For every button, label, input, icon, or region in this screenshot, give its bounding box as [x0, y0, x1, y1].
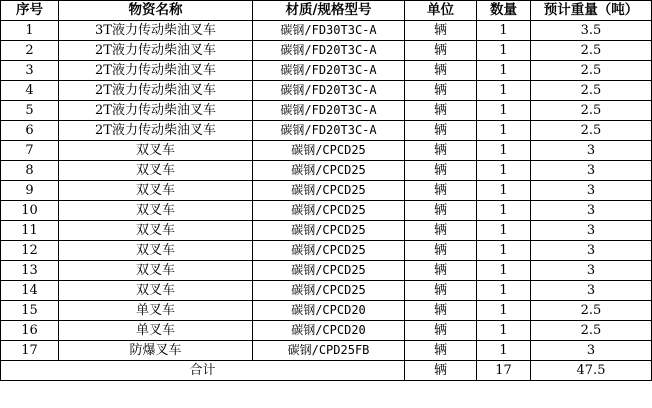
- table-body: [1, 21, 652, 361]
- cell-qty: 1: [477, 341, 531, 361]
- cell-seq: 7: [1, 141, 59, 161]
- cell-weight: 2.5: [531, 321, 652, 341]
- cell-qty: 1: [477, 181, 531, 201]
- header-row: [1, 1, 652, 21]
- cell-unit: 辆: [405, 21, 477, 41]
- cell-unit: 辆: [405, 281, 477, 301]
- cell-seq: 8: [1, 161, 59, 181]
- cell-unit: 辆: [405, 41, 477, 61]
- table-row: [1, 261, 652, 281]
- cell-qty: 1: [477, 81, 531, 101]
- cell-weight: 3: [531, 221, 652, 241]
- cell-weight: 3: [531, 181, 652, 201]
- cell-unit: 辆: [405, 141, 477, 161]
- cell-spec: 碳钢/FD20T3C-A: [253, 81, 405, 101]
- cell-unit: 辆: [405, 181, 477, 201]
- cell-weight: 3: [531, 281, 652, 301]
- cell-seq: 5: [1, 101, 59, 121]
- cell-name: 双叉车: [59, 141, 253, 161]
- cell-qty: 1: [477, 21, 531, 41]
- cell-seq: 14: [1, 281, 59, 301]
- cell-unit: 辆: [405, 221, 477, 241]
- cell-weight: 2.5: [531, 301, 652, 321]
- cell-qty: 1: [477, 61, 531, 81]
- cell-weight: 2.5: [531, 121, 652, 141]
- cell-spec: 碳钢/FD20T3C-A: [253, 121, 405, 141]
- cell-seq: 15: [1, 301, 59, 321]
- header-unit: 单位: [405, 1, 477, 21]
- cell-name: 防爆叉车: [59, 341, 253, 361]
- cell-unit: 辆: [405, 201, 477, 221]
- cell-unit: 辆: [405, 301, 477, 321]
- cell-spec: 碳钢/CPCD25: [253, 281, 405, 301]
- cell-weight: 3: [531, 141, 652, 161]
- cell-weight: 2.5: [531, 101, 652, 121]
- cell-qty: 1: [477, 101, 531, 121]
- cell-spec: 碳钢/FD30T3C-A: [253, 21, 405, 41]
- table-row: [1, 301, 652, 321]
- cell-spec: 碳钢/CPCD25: [253, 261, 405, 281]
- cell-seq: 9: [1, 181, 59, 201]
- cell-name: 双叉车: [59, 261, 253, 281]
- total-unit: 辆: [405, 361, 477, 381]
- cell-name: 2T液力传动柴油叉车: [59, 101, 253, 121]
- cell-unit: 辆: [405, 81, 477, 101]
- cell-spec: 碳钢/CPCD25: [253, 141, 405, 161]
- cell-spec: 碳钢/CPCD20: [253, 321, 405, 341]
- cell-unit: 辆: [405, 261, 477, 281]
- cell-qty: 1: [477, 161, 531, 181]
- table-row: [1, 341, 652, 361]
- total-label: 合计: [1, 361, 405, 381]
- cell-qty: 1: [477, 241, 531, 261]
- cell-name: 2T液力传动柴油叉车: [59, 121, 253, 141]
- cell-unit: 辆: [405, 341, 477, 361]
- table-row: [1, 41, 652, 61]
- cell-seq: 12: [1, 241, 59, 261]
- cell-qty: 1: [477, 281, 531, 301]
- table-row: [1, 281, 652, 301]
- cell-name: 双叉车: [59, 161, 253, 181]
- cell-seq: 1: [1, 21, 59, 41]
- cell-seq: 3: [1, 61, 59, 81]
- table-row: [1, 201, 652, 221]
- cell-name: 双叉车: [59, 181, 253, 201]
- cell-spec: 碳钢/CPCD25: [253, 201, 405, 221]
- table-row: [1, 321, 652, 341]
- cell-weight: 2.5: [531, 61, 652, 81]
- cell-name: 2T液力传动柴油叉车: [59, 61, 253, 81]
- cell-qty: 1: [477, 261, 531, 281]
- cell-weight: 2.5: [531, 41, 652, 61]
- cell-spec: 碳钢/FD20T3C-A: [253, 101, 405, 121]
- cell-name: 3T液力传动柴油叉车: [59, 21, 253, 41]
- cell-spec: 碳钢/FD20T3C-A: [253, 61, 405, 81]
- cell-spec: 碳钢/CPCD20: [253, 301, 405, 321]
- header-seq: 序号: [1, 1, 59, 21]
- cell-weight: 3: [531, 161, 652, 181]
- cell-weight: 3: [531, 201, 652, 221]
- header-spec: 材质/规格型号: [253, 1, 405, 21]
- header-name: 物资名称: [59, 1, 253, 21]
- cell-qty: 1: [477, 301, 531, 321]
- cell-qty: 1: [477, 221, 531, 241]
- cell-seq: 6: [1, 121, 59, 141]
- cell-seq: 16: [1, 321, 59, 341]
- cell-qty: 1: [477, 121, 531, 141]
- cell-unit: 辆: [405, 161, 477, 181]
- total-row: [1, 361, 652, 381]
- cell-weight: 2.5: [531, 81, 652, 101]
- cell-weight: 3: [531, 241, 652, 261]
- cell-name: 单叉车: [59, 301, 253, 321]
- cell-spec: 碳钢/CPCD25: [253, 181, 405, 201]
- cell-name: 双叉车: [59, 241, 253, 261]
- cell-unit: 辆: [405, 121, 477, 141]
- total-qty: 17: [477, 361, 531, 381]
- table-row: [1, 101, 652, 121]
- cell-name: 双叉车: [59, 201, 253, 221]
- table-row: [1, 221, 652, 241]
- cell-seq: 2: [1, 41, 59, 61]
- cell-weight: 3: [531, 261, 652, 281]
- table-row: [1, 241, 652, 261]
- table-row: [1, 161, 652, 181]
- table-row: [1, 181, 652, 201]
- cell-spec: 碳钢/CPD25FB: [253, 341, 405, 361]
- cell-unit: 辆: [405, 101, 477, 121]
- header-weight: 预计重量（吨）: [531, 1, 652, 21]
- cell-unit: 辆: [405, 241, 477, 261]
- cell-name: 2T液力传动柴油叉车: [59, 81, 253, 101]
- cell-name: 双叉车: [59, 221, 253, 241]
- cell-name: 2T液力传动柴油叉车: [59, 41, 253, 61]
- header-qty: 数量: [477, 1, 531, 21]
- table-row: [1, 141, 652, 161]
- cell-seq: 4: [1, 81, 59, 101]
- cell-unit: 辆: [405, 321, 477, 341]
- cell-name: 单叉车: [59, 321, 253, 341]
- cell-seq: 11: [1, 221, 59, 241]
- cell-unit: 辆: [405, 61, 477, 81]
- cell-qty: 1: [477, 321, 531, 341]
- cell-weight: 3.5: [531, 21, 652, 41]
- table-row: [1, 81, 652, 101]
- cell-seq: 17: [1, 341, 59, 361]
- total-weight: 47.5: [531, 361, 652, 381]
- cell-qty: 1: [477, 41, 531, 61]
- cell-spec: 碳钢/FD20T3C-A: [253, 41, 405, 61]
- cell-seq: 13: [1, 261, 59, 281]
- cell-weight: 3: [531, 341, 652, 361]
- cell-qty: 1: [477, 201, 531, 221]
- table-row: [1, 121, 652, 141]
- cell-spec: 碳钢/CPCD25: [253, 241, 405, 261]
- cell-name: 双叉车: [59, 281, 253, 301]
- table-row: [1, 61, 652, 81]
- cell-spec: 碳钢/CPCD25: [253, 221, 405, 241]
- cell-qty: 1: [477, 141, 531, 161]
- table-row: [1, 21, 652, 41]
- cell-spec: 碳钢/CPCD25: [253, 161, 405, 181]
- cell-seq: 10: [1, 201, 59, 221]
